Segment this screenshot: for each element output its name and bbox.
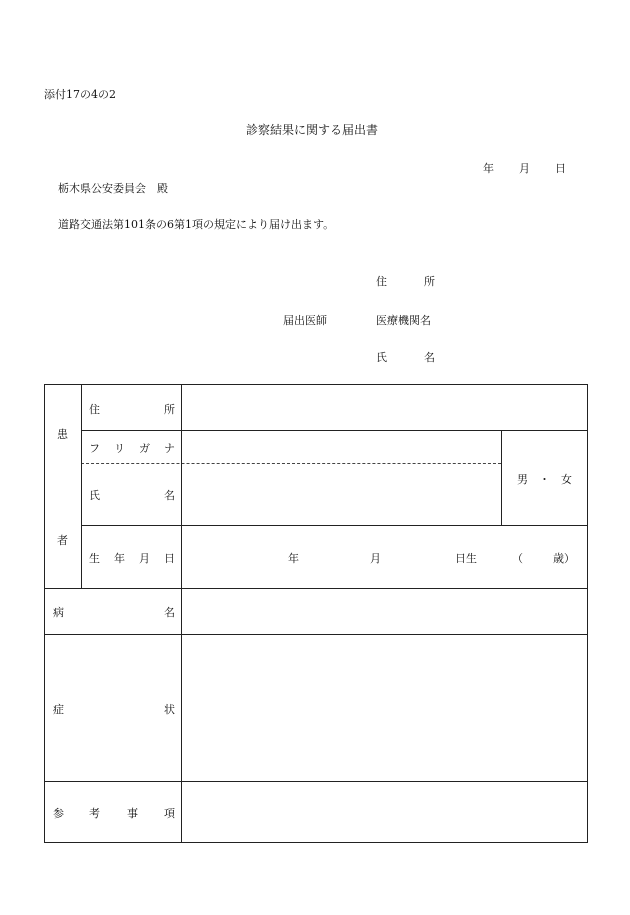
- symptom-label-2: 状: [164, 703, 175, 716]
- address-label-2: 所: [164, 403, 175, 416]
- name-label-2: 名: [164, 489, 175, 502]
- col-divider-patient: [81, 385, 82, 588]
- furigana-label-4: ナ: [164, 442, 175, 455]
- date-day-label: 日: [555, 162, 566, 175]
- doctor-group-label: 届出医師: [283, 314, 327, 327]
- col-divider-gender: [501, 430, 502, 525]
- furigana-dashed-divider: [81, 463, 501, 464]
- notes-label-4: 項: [164, 807, 175, 820]
- name-label-1: 氏: [89, 489, 100, 502]
- patient-label-1: 患: [57, 428, 68, 441]
- doctor-name-label-1: 氏: [376, 351, 387, 364]
- patient-furigana-field[interactable]: [185, 433, 497, 461]
- birth-label-1: 生: [89, 552, 100, 565]
- date-month-label: 月: [519, 162, 530, 175]
- birth-label-3: 月: [139, 552, 150, 565]
- address-label-1: 住: [89, 403, 100, 416]
- birth-label-4: 日: [164, 552, 175, 565]
- notes-label-3: 事: [127, 807, 138, 820]
- birth-month-label: 月: [370, 552, 381, 565]
- doctor-name-label-2: 名: [424, 351, 435, 364]
- doctor-address-label-1: 住: [376, 275, 387, 288]
- symptom-field[interactable]: [185, 639, 585, 777]
- furigana-label-1: フ: [89, 442, 100, 455]
- col-divider-label: [181, 385, 182, 843]
- patient-address-field[interactable]: [185, 389, 585, 427]
- notes-label-1: 参: [53, 807, 64, 820]
- row-divider-address: [81, 430, 588, 431]
- row-divider-symptom: [45, 781, 588, 782]
- row-divider-birth: [45, 588, 588, 589]
- disease-field[interactable]: [185, 593, 585, 631]
- age-label: 歳）: [553, 552, 575, 565]
- doctor-address-label-2: 所: [424, 275, 435, 288]
- attachment-number: 添付17の4の2: [44, 88, 116, 101]
- notes-field[interactable]: [185, 785, 585, 839]
- gender-selector[interactable]: 男 ・ 女: [517, 473, 572, 486]
- notes-label-2: 考: [89, 807, 100, 820]
- form-title: 診察結果に関する届出書: [246, 123, 379, 137]
- furigana-label-3: ガ: [139, 442, 150, 455]
- patient-label-2: 者: [57, 534, 68, 547]
- symptom-label-1: 症: [53, 703, 64, 716]
- addressee: 栃木県公安委員会 殿: [58, 182, 168, 195]
- doctor-institution-label: 医療機関名: [376, 314, 431, 327]
- report-table: [44, 384, 588, 843]
- row-divider-name: [81, 525, 588, 526]
- birth-year-label: 年: [288, 552, 299, 565]
- statement: 道路交通法第101条の6第1項の規定により届け出ます。: [58, 218, 335, 231]
- furigana-label-2: リ: [114, 442, 125, 455]
- date-year-label: 年: [483, 162, 494, 175]
- birth-label-2: 年: [114, 552, 125, 565]
- row-divider-disease: [45, 634, 588, 635]
- birth-day-label: 日生: [455, 552, 477, 565]
- disease-label-2: 名: [164, 606, 175, 619]
- age-open-paren: （: [512, 552, 523, 565]
- patient-name-field[interactable]: [185, 467, 497, 522]
- disease-label-1: 病: [53, 606, 64, 619]
